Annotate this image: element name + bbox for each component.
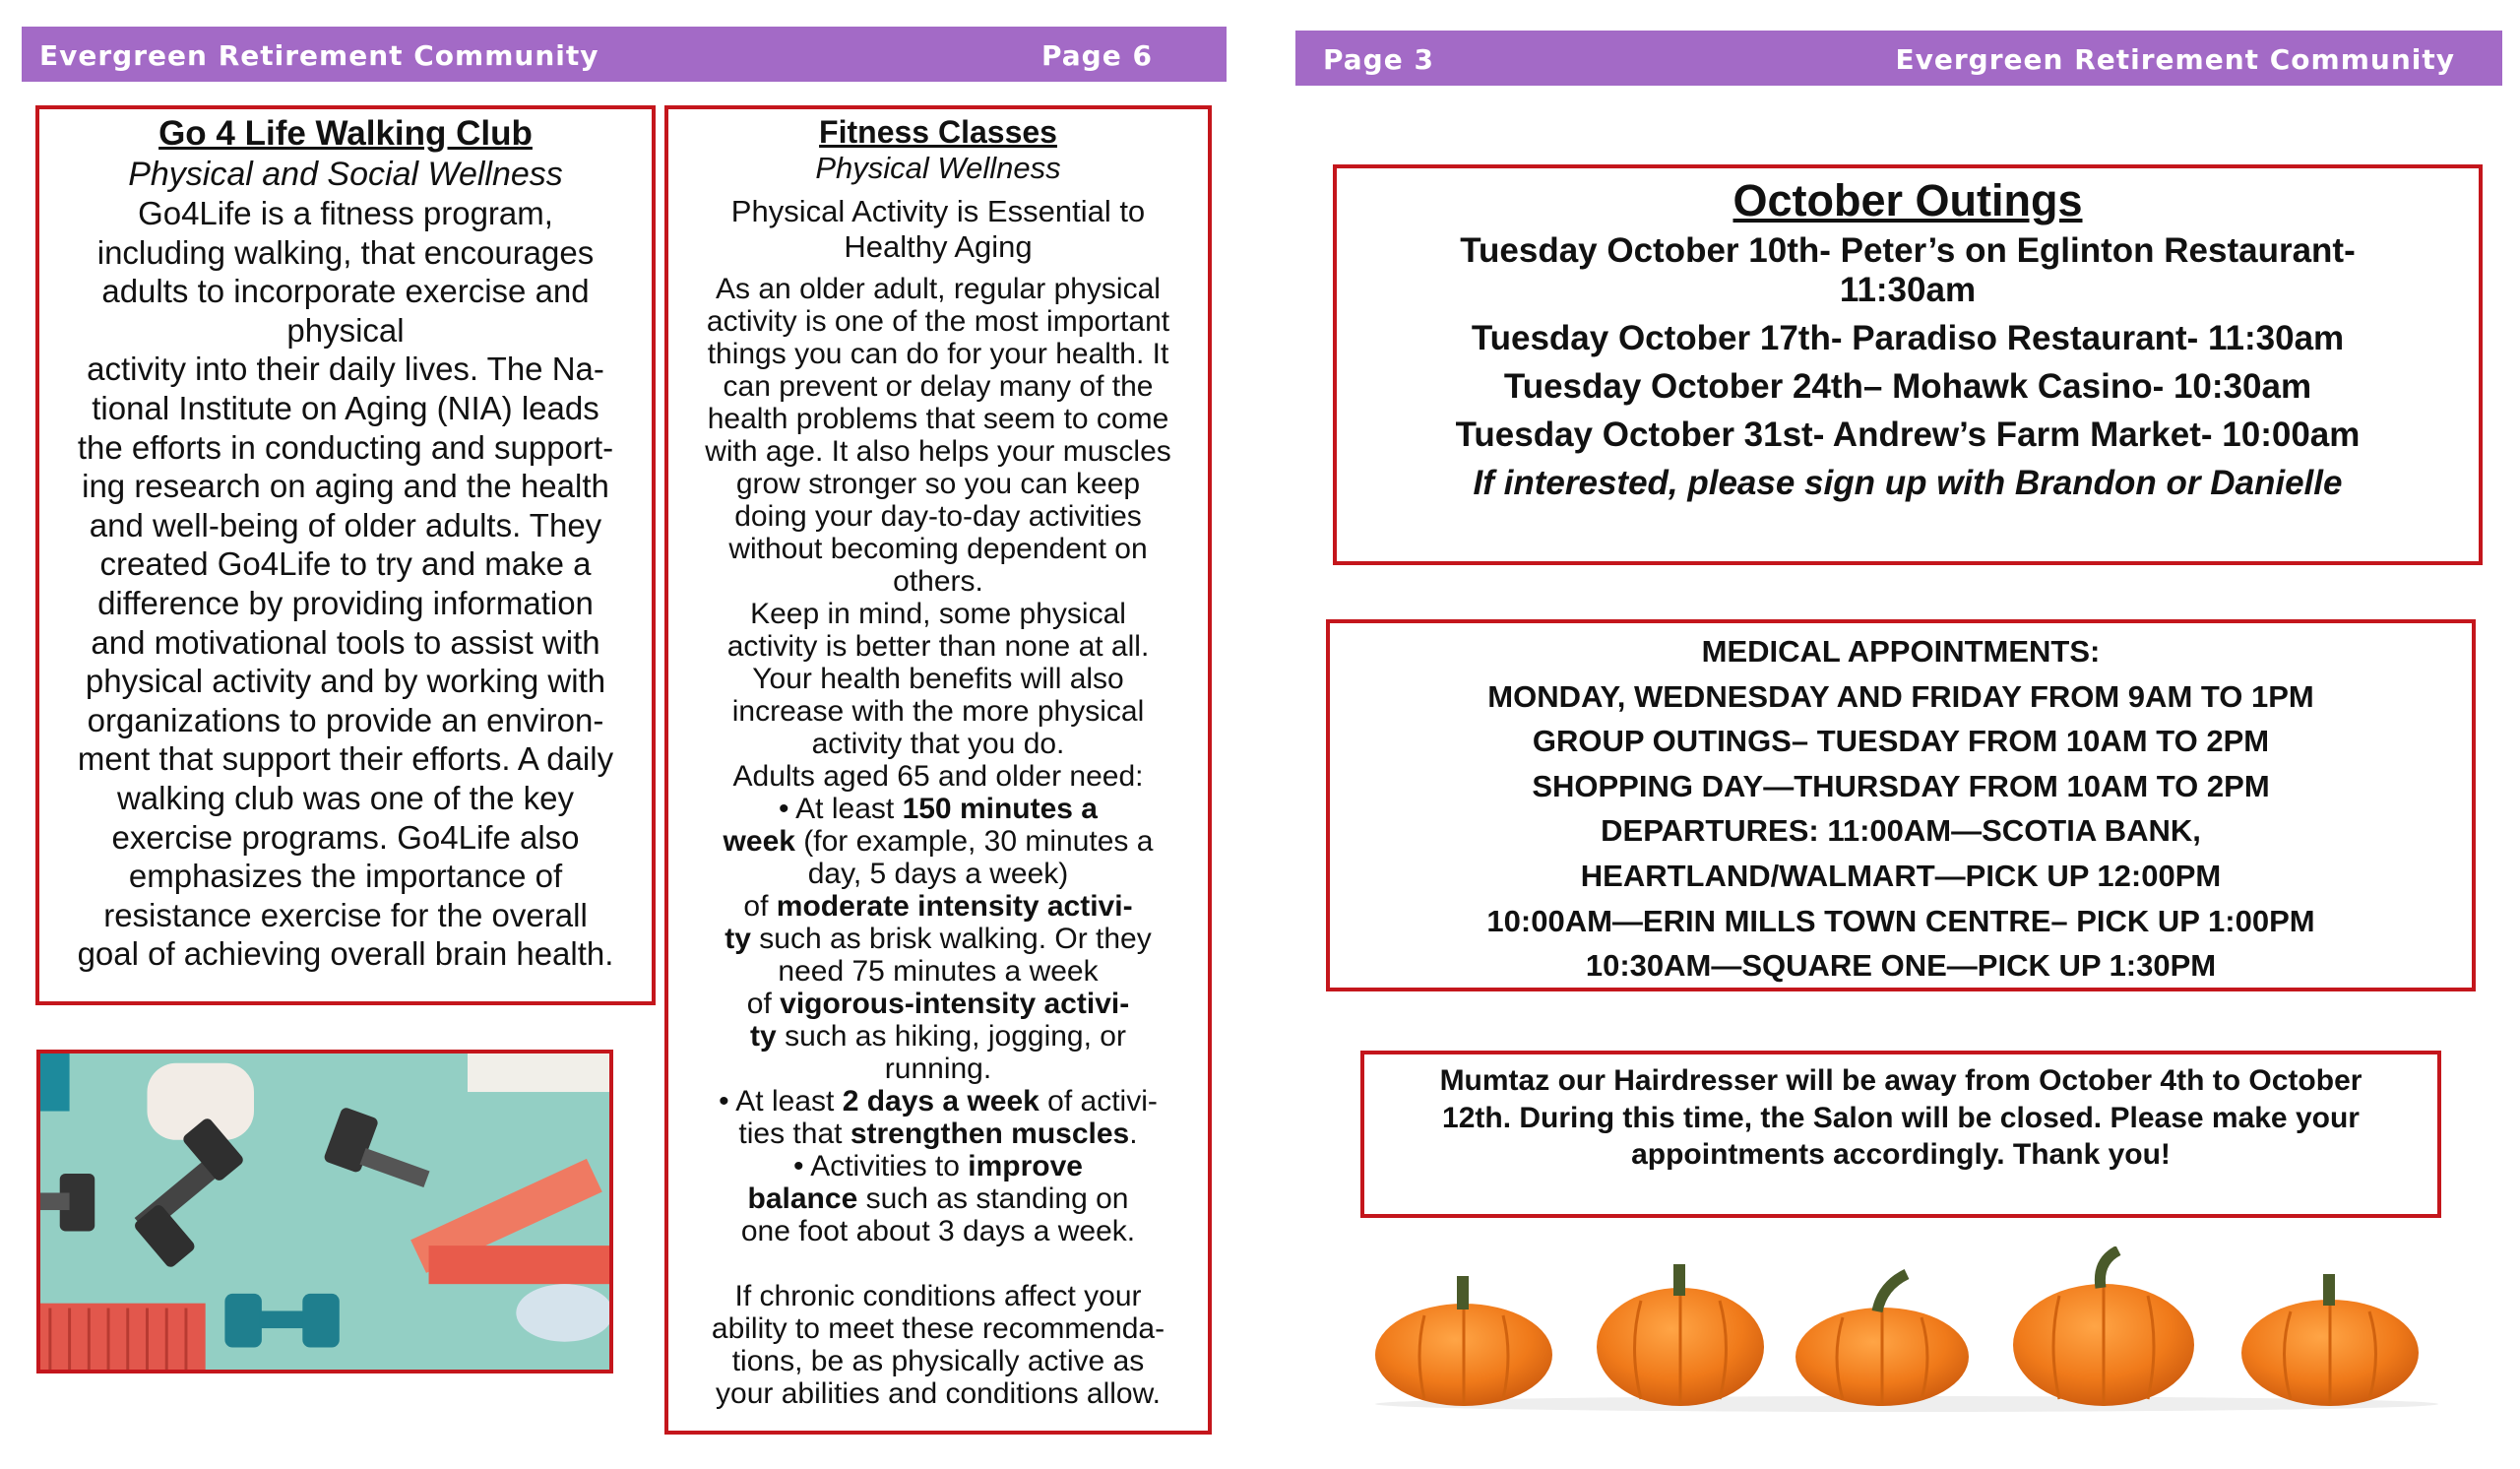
fitness-line: Your health benefits will also <box>752 663 1124 695</box>
medical-line: GROUP OUTINGS– TUESDAY FROM 10AM TO 2PM <box>1532 724 2270 759</box>
fitness-body <box>678 273 1198 1410</box>
pumpkins-illustration <box>1370 1246 2443 1412</box>
go4life-subtitle: Physical and Social Wellness <box>128 156 563 193</box>
outings-title: October Outings <box>1732 175 2083 225</box>
bullet-text: ties that <box>738 1118 850 1150</box>
fitness-line: If chronic conditions affect your <box>734 1280 1142 1312</box>
fitness-line: others. <box>893 565 983 598</box>
salon-notice-box <box>1360 1051 2441 1218</box>
go4life-line: the efforts in conducting and support- <box>77 428 614 466</box>
bullet-emphasis: vigorous-intensity activi- <box>780 988 1130 1020</box>
medical-line: HEARTLAND/WALMART—PICK UP 12:00PM <box>1580 858 2222 893</box>
outing-item <box>1347 231 2469 310</box>
fitness-line: Adults aged 65 and older need: <box>732 760 1144 793</box>
outing-item: Tuesday October 17th- Paradiso Restaurant- 11:30am <box>1471 319 2345 357</box>
fitness-equipment-illustration <box>40 1054 609 1370</box>
header-band-left <box>22 27 1227 82</box>
fitness-line: activity is better than none at all. <box>726 630 1150 663</box>
go4life-line: Go4Life is a fitness program, <box>138 195 553 231</box>
header-left-page: Page 6 <box>1041 39 1153 72</box>
fitness-title: Fitness Classes <box>819 114 1057 150</box>
go4life-line: organizations to provide an environ- <box>87 701 604 738</box>
bullet-3-line-1 <box>678 1150 1198 1182</box>
header-right-title: Evergreen Retirement Community <box>1895 43 2455 76</box>
fitness-line: Keep in mind, some physical <box>750 598 1126 630</box>
go4life-line: physical <box>286 311 405 349</box>
fitness-line: your abilities and conditions allow. <box>716 1377 1161 1410</box>
bullet-1-line-6: need 75 minutes a week <box>778 955 1099 988</box>
fitness-line: without becoming dependent on <box>728 533 1148 565</box>
bullet-text: such as standing on <box>857 1182 1129 1215</box>
fitness-line: grow stronger so you can keep <box>735 468 1141 500</box>
go4life-line: walking club was one of the key <box>116 779 575 816</box>
bullet-dot: • <box>793 1150 811 1182</box>
bullet-emphasis: 2 days a week <box>842 1085 1040 1118</box>
medical-appointments-box <box>1326 619 2476 991</box>
medical-line: DEPARTURES: 11:00AM—SCOTIA BANK, <box>1601 813 2201 849</box>
go4life-line: activity into their daily lives. The Na- <box>87 351 604 388</box>
go4life-line: created Go4Life to try and make a <box>99 545 592 583</box>
bullet-text: such as brisk walking. Or they <box>750 923 1152 955</box>
go4life-line: including walking, that encourages <box>96 233 595 271</box>
fitness-lead-line: Physical Activity is Essential to <box>730 194 1146 228</box>
bullet-3-line-3: one foot about 3 days a week. <box>740 1215 1136 1247</box>
bullet-emphasis: strengthen muscles <box>850 1118 1130 1150</box>
bullet-emphasis: week <box>723 825 795 858</box>
fitness-line: As an older adult, regular physical <box>716 273 1161 305</box>
bullet-text: of <box>746 988 781 1020</box>
bullet-text: (for example, 30 minutes a <box>794 825 1154 858</box>
outing-item-time: 11:30am <box>1839 271 1977 309</box>
go4life-line: emphasizes the importance of <box>128 858 563 895</box>
bullet-1-line-9: running. <box>884 1053 992 1085</box>
october-outings-box <box>1333 164 2483 565</box>
pumpkins-photo <box>1370 1246 2443 1412</box>
bullet-text: of <box>743 890 777 923</box>
pumpkin-icon <box>1597 1264 1764 1406</box>
fitness-subtitle: Physical Wellness <box>815 151 1061 185</box>
medical-heading: MEDICAL APPOINTMENTS: <box>1701 634 2101 669</box>
fitness-classes-article <box>664 105 1212 1435</box>
fitness-line: doing your day-to-day activities <box>734 500 1142 533</box>
go4life-line: ing research on aging and the health <box>82 468 609 505</box>
bullet-dot: • <box>778 793 796 825</box>
go4life-line: difference by providing information <box>97 584 594 621</box>
header-right-page: Page 3 <box>1323 43 1434 76</box>
outing-item: Tuesday October 24th– Mohawk Casino- 10:30am <box>1503 367 2312 406</box>
bullet-text: At least <box>795 793 903 825</box>
go4life-line: tional Institute on Aging (NIA) leads <box>92 389 599 426</box>
go4life-line: adults to incorporate exercise and <box>101 273 590 310</box>
go4life-line: and well-being of older adults. They <box>89 506 602 543</box>
salon-line: Mumtaz our Hairdresser will be away from October 4th to October <box>1439 1064 2362 1097</box>
fitness-line: with age. It also helps your muscles <box>705 435 1171 468</box>
fitness-line: ability to meet these recommenda- <box>711 1312 1166 1345</box>
bullet-1-line-7 <box>678 988 1198 1020</box>
bullet-dot: • <box>719 1085 736 1118</box>
bullet-1-line-5 <box>678 923 1198 955</box>
bullet-text: . <box>1129 1118 1138 1150</box>
pumpkin-icon <box>1375 1276 1552 1406</box>
bullet-1-line-2 <box>678 825 1198 858</box>
bullet-emphasis: 150 minutes a <box>902 793 1098 825</box>
fitness-lead <box>678 194 1198 265</box>
fitness-line: activity is one of the most important <box>706 305 1170 338</box>
bullet-text: At least <box>735 1085 843 1118</box>
go4life-line: ment that support their efforts. A daily <box>77 740 614 778</box>
fitness-line: tions, be as physically active as <box>731 1345 1145 1377</box>
fitness-equipment-photo <box>36 1050 613 1373</box>
fitness-line: things you can do for your health. It <box>707 338 1169 370</box>
bullet-2-line-2 <box>678 1118 1198 1150</box>
medical-line: 10:00AM—ERIN MILLS TOWN CENTRE– PICK UP 1:00PM <box>1486 903 2315 938</box>
fitness-line: can prevent or delay many of the <box>723 370 1154 403</box>
pumpkin-icon <box>1796 1274 1969 1406</box>
header-band-right <box>1295 31 2502 86</box>
bullet-text: of activi- <box>1039 1085 1158 1118</box>
bullet-text: Activities to <box>810 1150 969 1182</box>
go4life-title: Go 4 Life Walking Club <box>158 114 533 153</box>
fitness-line: health problems that seem to come <box>707 403 1169 435</box>
medical-line: 10:30AM—SQUARE ONE—PICK UP 1:30PM <box>1585 948 2217 984</box>
bullet-2-line-1 <box>678 1085 1198 1118</box>
go4life-line: goal of achieving overall brain health. <box>77 935 614 973</box>
outing-item-text: Tuesday October 10th- Peter’s on Eglinton Restaurant- <box>1460 231 2356 270</box>
bullet-1-line-3: day, 5 days a week) <box>807 858 1069 890</box>
outing-item: Tuesday October 31st- Andrew’s Farm Market- 10:00am <box>1455 415 2361 454</box>
go4life-body <box>45 194 646 974</box>
go4life-line: exercise programs. Go4Life also <box>111 818 580 856</box>
bullet-1-line-1 <box>678 793 1198 825</box>
salon-line: 12th. During this time, the Salon will be closed. Please make your <box>1442 1101 2360 1134</box>
bullet-1-line-4 <box>678 890 1198 923</box>
paragraph-gap <box>678 1247 1198 1280</box>
go4life-article <box>35 105 656 1005</box>
bullet-1-line-8 <box>678 1020 1198 1053</box>
medical-line: MONDAY, WEDNESDAY AND FRIDAY FROM 9AM TO 1PM <box>1487 678 2314 714</box>
bullet-emphasis: ty <box>724 923 751 955</box>
fitness-lead-line: Healthy Aging <box>844 229 1033 264</box>
pumpkin-icon <box>2013 1250 2194 1406</box>
bullet-emphasis: ty <box>750 1020 777 1053</box>
go4life-line: physical activity and by working with <box>85 663 606 700</box>
bullet-emphasis: improve <box>968 1150 1083 1182</box>
bullet-emphasis: moderate intensity activi- <box>776 890 1133 923</box>
salon-line: appointments accordingly. Thank you! <box>1631 1138 2171 1171</box>
go4life-line: and motivational tools to assist with <box>91 623 600 661</box>
medical-line: SHOPPING DAY—THURSDAY FROM 10AM TO 2PM <box>1532 768 2270 803</box>
fitness-line: increase with the more physical <box>731 695 1145 728</box>
bullet-text: such as hiking, jogging, or <box>776 1020 1126 1053</box>
pumpkin-icon <box>2241 1274 2419 1406</box>
salon-notice <box>1376 1062 2426 1174</box>
fitness-line: activity that you do. <box>811 728 1065 760</box>
bullet-emphasis: balance <box>747 1182 858 1215</box>
outings-signup-note: If interested, please sign up with Brandon or Danielle <box>1473 464 2343 502</box>
go4life-line: resistance exercise for the overall <box>103 896 588 933</box>
bullet-3-line-2 <box>678 1182 1198 1215</box>
header-left-title: Evergreen Retirement Community <box>39 39 599 72</box>
